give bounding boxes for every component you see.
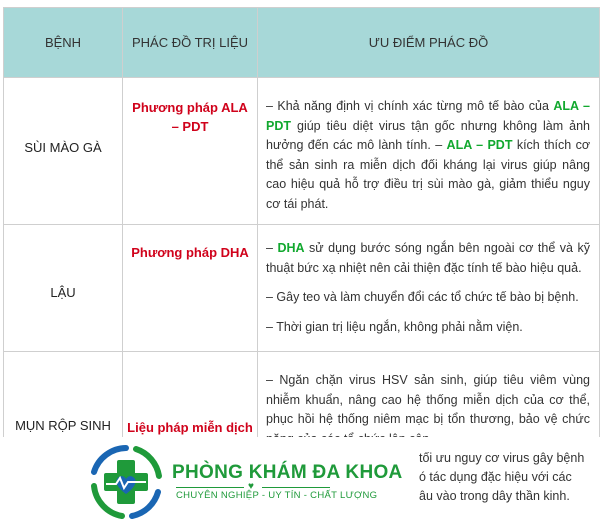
brand-divider bbox=[176, 487, 244, 488]
brand-divider bbox=[262, 487, 330, 488]
disease-name: LẬU bbox=[50, 285, 76, 300]
header-advantages: ƯU ĐIỂM PHÁC ĐỒ bbox=[368, 35, 489, 50]
brand-tagline: CHUYÊN NGHIỆP - UY TÍN - CHẤT LƯỢNG bbox=[176, 490, 378, 501]
advantage-text: – Gây teo và làm chuyển đổi các tổ chức tế bào bị bệnh. bbox=[266, 290, 579, 305]
advantage-text: âu vào trong dây thần kinh. bbox=[419, 489, 570, 503]
advantages-cell bbox=[266, 239, 590, 347]
highlight-term: ALA – PDT bbox=[266, 99, 590, 133]
highlight-term: ALA – PDT bbox=[446, 138, 513, 153]
medical-cross-heart-icon bbox=[86, 442, 166, 522]
header-method: PHÁC ĐỒ TRỊ LIỆU bbox=[131, 35, 249, 50]
treatment-method: Phương pháp DHA bbox=[131, 245, 249, 260]
treatment-method: Phương pháp ALA – PDT bbox=[132, 100, 248, 134]
advantage-text: – bbox=[266, 241, 278, 255]
treatment-method: Liệu pháp miễn dịch bbox=[127, 420, 253, 435]
advantage-text: kích thích cơ thể sản sinh ra miễn dịch đối kháng lại virus giúp nâng cao hiệu quả hỗ trợ điều trị sùi mào gà, giảm thiểu nguy cơ tái phát. bbox=[266, 138, 591, 211]
highlight-term: DHA bbox=[277, 241, 305, 255]
advantages-cell bbox=[266, 97, 590, 215]
advantage-text: sử dụng bước sóng ngắn bên ngoài cơ thể và kỹ thuật bức xạ nhiệt nên cải thiện đặc tính tế bào hiệu quả. bbox=[266, 241, 590, 275]
table-row bbox=[4, 225, 599, 352]
advantage-text: – Khả năng định vị chính xác từng mô tế bào của bbox=[266, 99, 554, 113]
disease-name: MỤN RỘP SINH bbox=[15, 418, 111, 433]
advantage-text: – Thời gian trị liệu ngắn, không phải nằm viện. bbox=[266, 319, 523, 334]
table-header bbox=[4, 8, 599, 78]
advantage-text: ó tác dụng đặc hiệu với các bbox=[419, 470, 572, 484]
brand-title: PHÒNG KHÁM ĐA KHOA bbox=[172, 462, 403, 483]
advantage-text: tối ưu nguy cơ virus gây bệnh bbox=[419, 451, 585, 465]
disease-name: SÙI MÀO GÀ bbox=[24, 140, 102, 155]
table-row bbox=[4, 77, 599, 225]
advantage-text: – Ngăn chặn virus HSV sản sinh, giúp tiêu viêm vùng nhiễm khuẩn, nâng cao hệ thống miễn dịch của cơ thể, phục hồi hệ thống niêm mạc bị tổn thương, bảo vệ chức bbox=[266, 373, 590, 427]
header-disease: BỆNH bbox=[44, 35, 82, 50]
heart-icon: ♥ bbox=[248, 481, 254, 492]
advantage-text: giúp tiêu diệt virus tận gốc nhưng không làm ảnh hưởng đến các mô lành tính. – bbox=[266, 118, 590, 153]
